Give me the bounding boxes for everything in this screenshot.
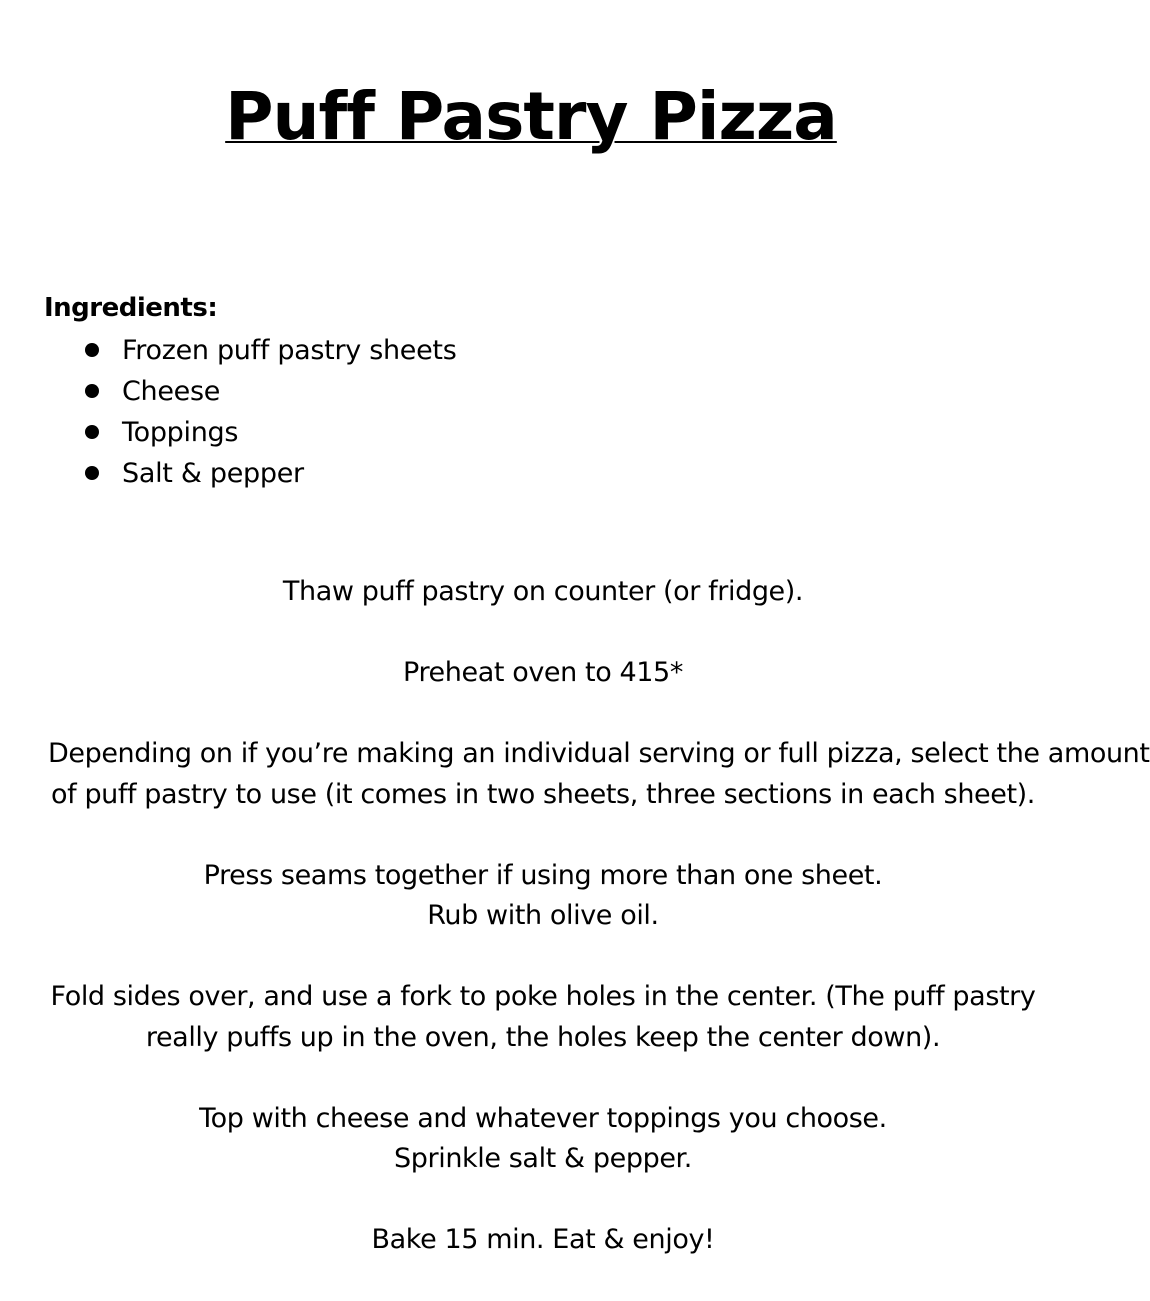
instruction-step [48, 1220, 1038, 1261]
instruction-line: Top with cheese and whatever toppings you choose. [199, 1102, 887, 1134]
bullet-icon [85, 425, 99, 439]
bullet-icon [85, 343, 99, 357]
instruction-step [48, 856, 1038, 937]
bullet-icon [85, 466, 99, 480]
ingredient-label: Toppings [122, 417, 239, 448]
ingredients-list [84, 330, 456, 494]
instruction-line: Press seams together if using more than one sheet. [203, 859, 883, 891]
instruction-line: Rub with olive oil. [427, 900, 659, 931]
recipe-title-text: Puff Pastry Pizza [225, 78, 837, 155]
ingredient-label: Frozen puff pastry sheets [122, 335, 457, 366]
instruction-line: Sprinkle salt & pepper. [394, 1143, 692, 1174]
instruction-line: Fold sides over, and use a fork to poke holes in the center. (The puff pastry [50, 981, 1036, 1012]
instructions [48, 572, 1150, 1301]
instruction-line: of puff pastry to use (it comes in two sheets, three sections in each sheet). [51, 778, 1035, 810]
ingredient-item [84, 453, 456, 494]
instruction-line: Preheat oven to 415* [403, 657, 683, 688]
instruction-step [48, 653, 1038, 694]
instruction-line: really puffs up in the oven, the holes keep the center down). [145, 1021, 941, 1053]
recipe-title [0, 72, 1062, 162]
ingredient-item [84, 330, 456, 371]
instruction-line: Thaw puff pastry on counter (or fridge). [282, 576, 804, 607]
instruction-step [48, 734, 1150, 815]
instruction-step [48, 1099, 1038, 1180]
ingredients-heading: Ingredients: [44, 293, 218, 323]
instruction-line: Bake 15 min. Eat & enjoy! [371, 1224, 715, 1255]
instruction-line: Depending on if you’re making an individual serving or full pizza, select the amount [48, 738, 1150, 769]
ingredient-label: Salt & pepper [122, 458, 304, 489]
ingredient-label: Cheese [122, 376, 221, 407]
instruction-step [48, 977, 1038, 1058]
instruction-step [48, 572, 1038, 613]
ingredient-item [84, 371, 456, 412]
bullet-icon [85, 384, 99, 398]
ingredient-item [84, 412, 456, 453]
